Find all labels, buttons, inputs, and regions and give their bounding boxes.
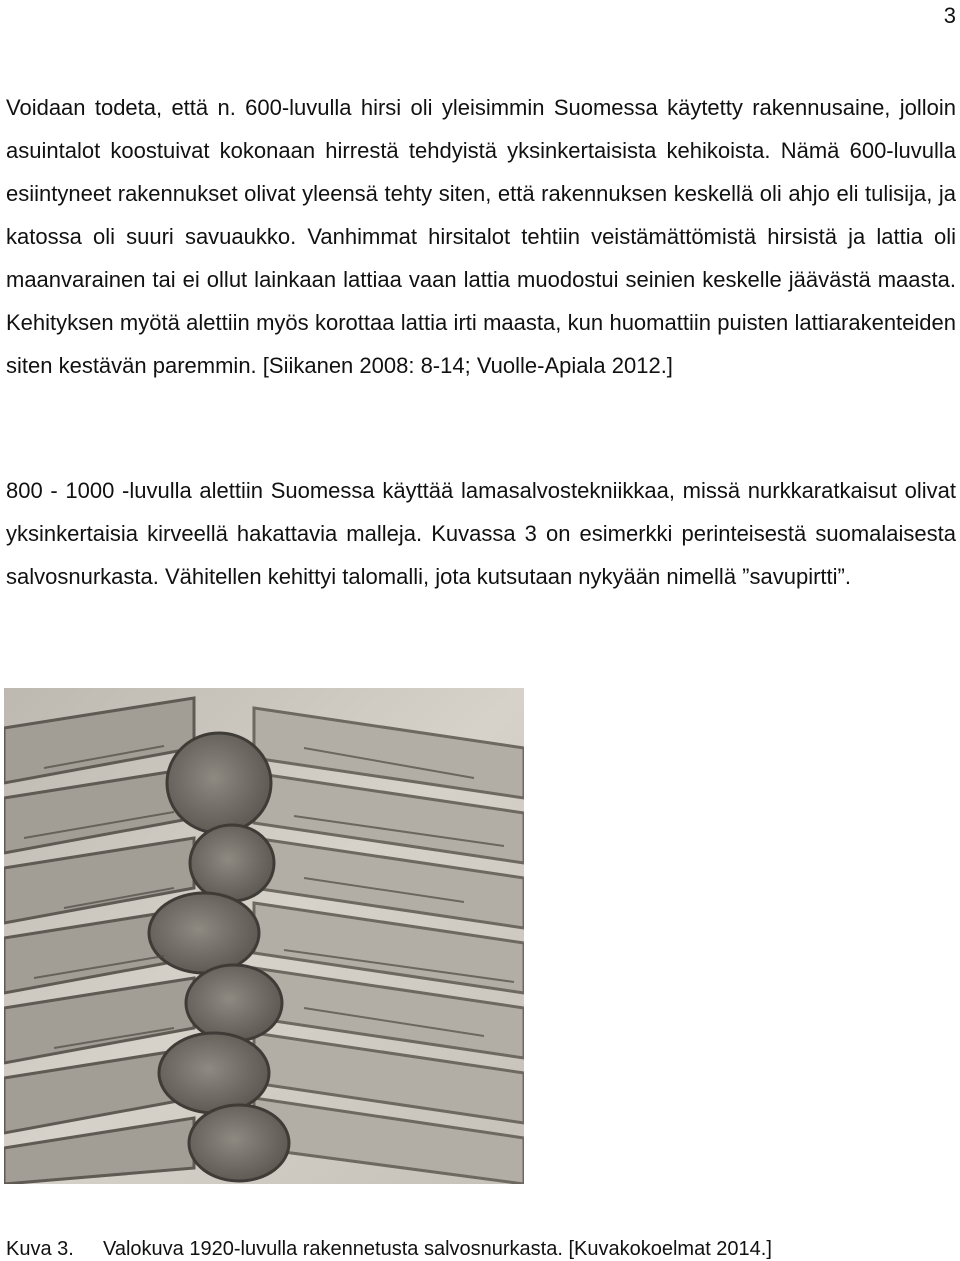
body-paragraph: 800 - 1000 -luvulla alettiin Suomessa käyttää lamasalvostekniikkaa, missä nurkkaratkaisut olivat yksinkertaisia kirveellä hakattavia malleja. Kuvassa 3 on esimerkki perinteisestä suomalaisesta salvosnurkasta. Vähitellen kehittyi talomalli, jota kutsutaan nykyään nimellä ”savupirtti”. xyxy=(6,478,956,589)
figure-caption-text: Valokuva 1920-luvulla rakennetusta salvosnurkasta. [Kuvakokoelmat 2014.] xyxy=(103,1238,772,1260)
log-corner-photo xyxy=(4,688,524,1184)
page-number: 3 xyxy=(943,3,956,28)
figure-caption xyxy=(6,1237,772,1261)
figure-label: Kuva 3. xyxy=(6,1238,74,1260)
body-paragraph: Voidaan todeta, että n. 600-luvulla hirsi oli yleisimmin Suomessa käytetty rakennusaine, jolloin asuintalot koostuivat kokonaan hirrestä tehdyistä yksinkertaisista kehikoista. Nämä 600-luvulla esiintyneet rakennukset olivat yleensä tehty siten, että rakennuksen keskellä oli ahjo eli tulisija, ja katossa oli suuri savuaukko. Vanhimmat hirsitalot tehtiin veistämättömistä hirsistä ja lattia oli maanvarainen tai ei ollut lainkaan lattiaa vaan lattia muodostui seinien keskelle jäävästä maasta. Kehityksen myötä alettiin myös korottaa lattia irti maasta, kun huomattiin puisten lattiarakenteiden siten kestävän paremmin. [Siikanen 2008: 8-14; Vuolle-Apiala 2012.] xyxy=(6,95,956,378)
